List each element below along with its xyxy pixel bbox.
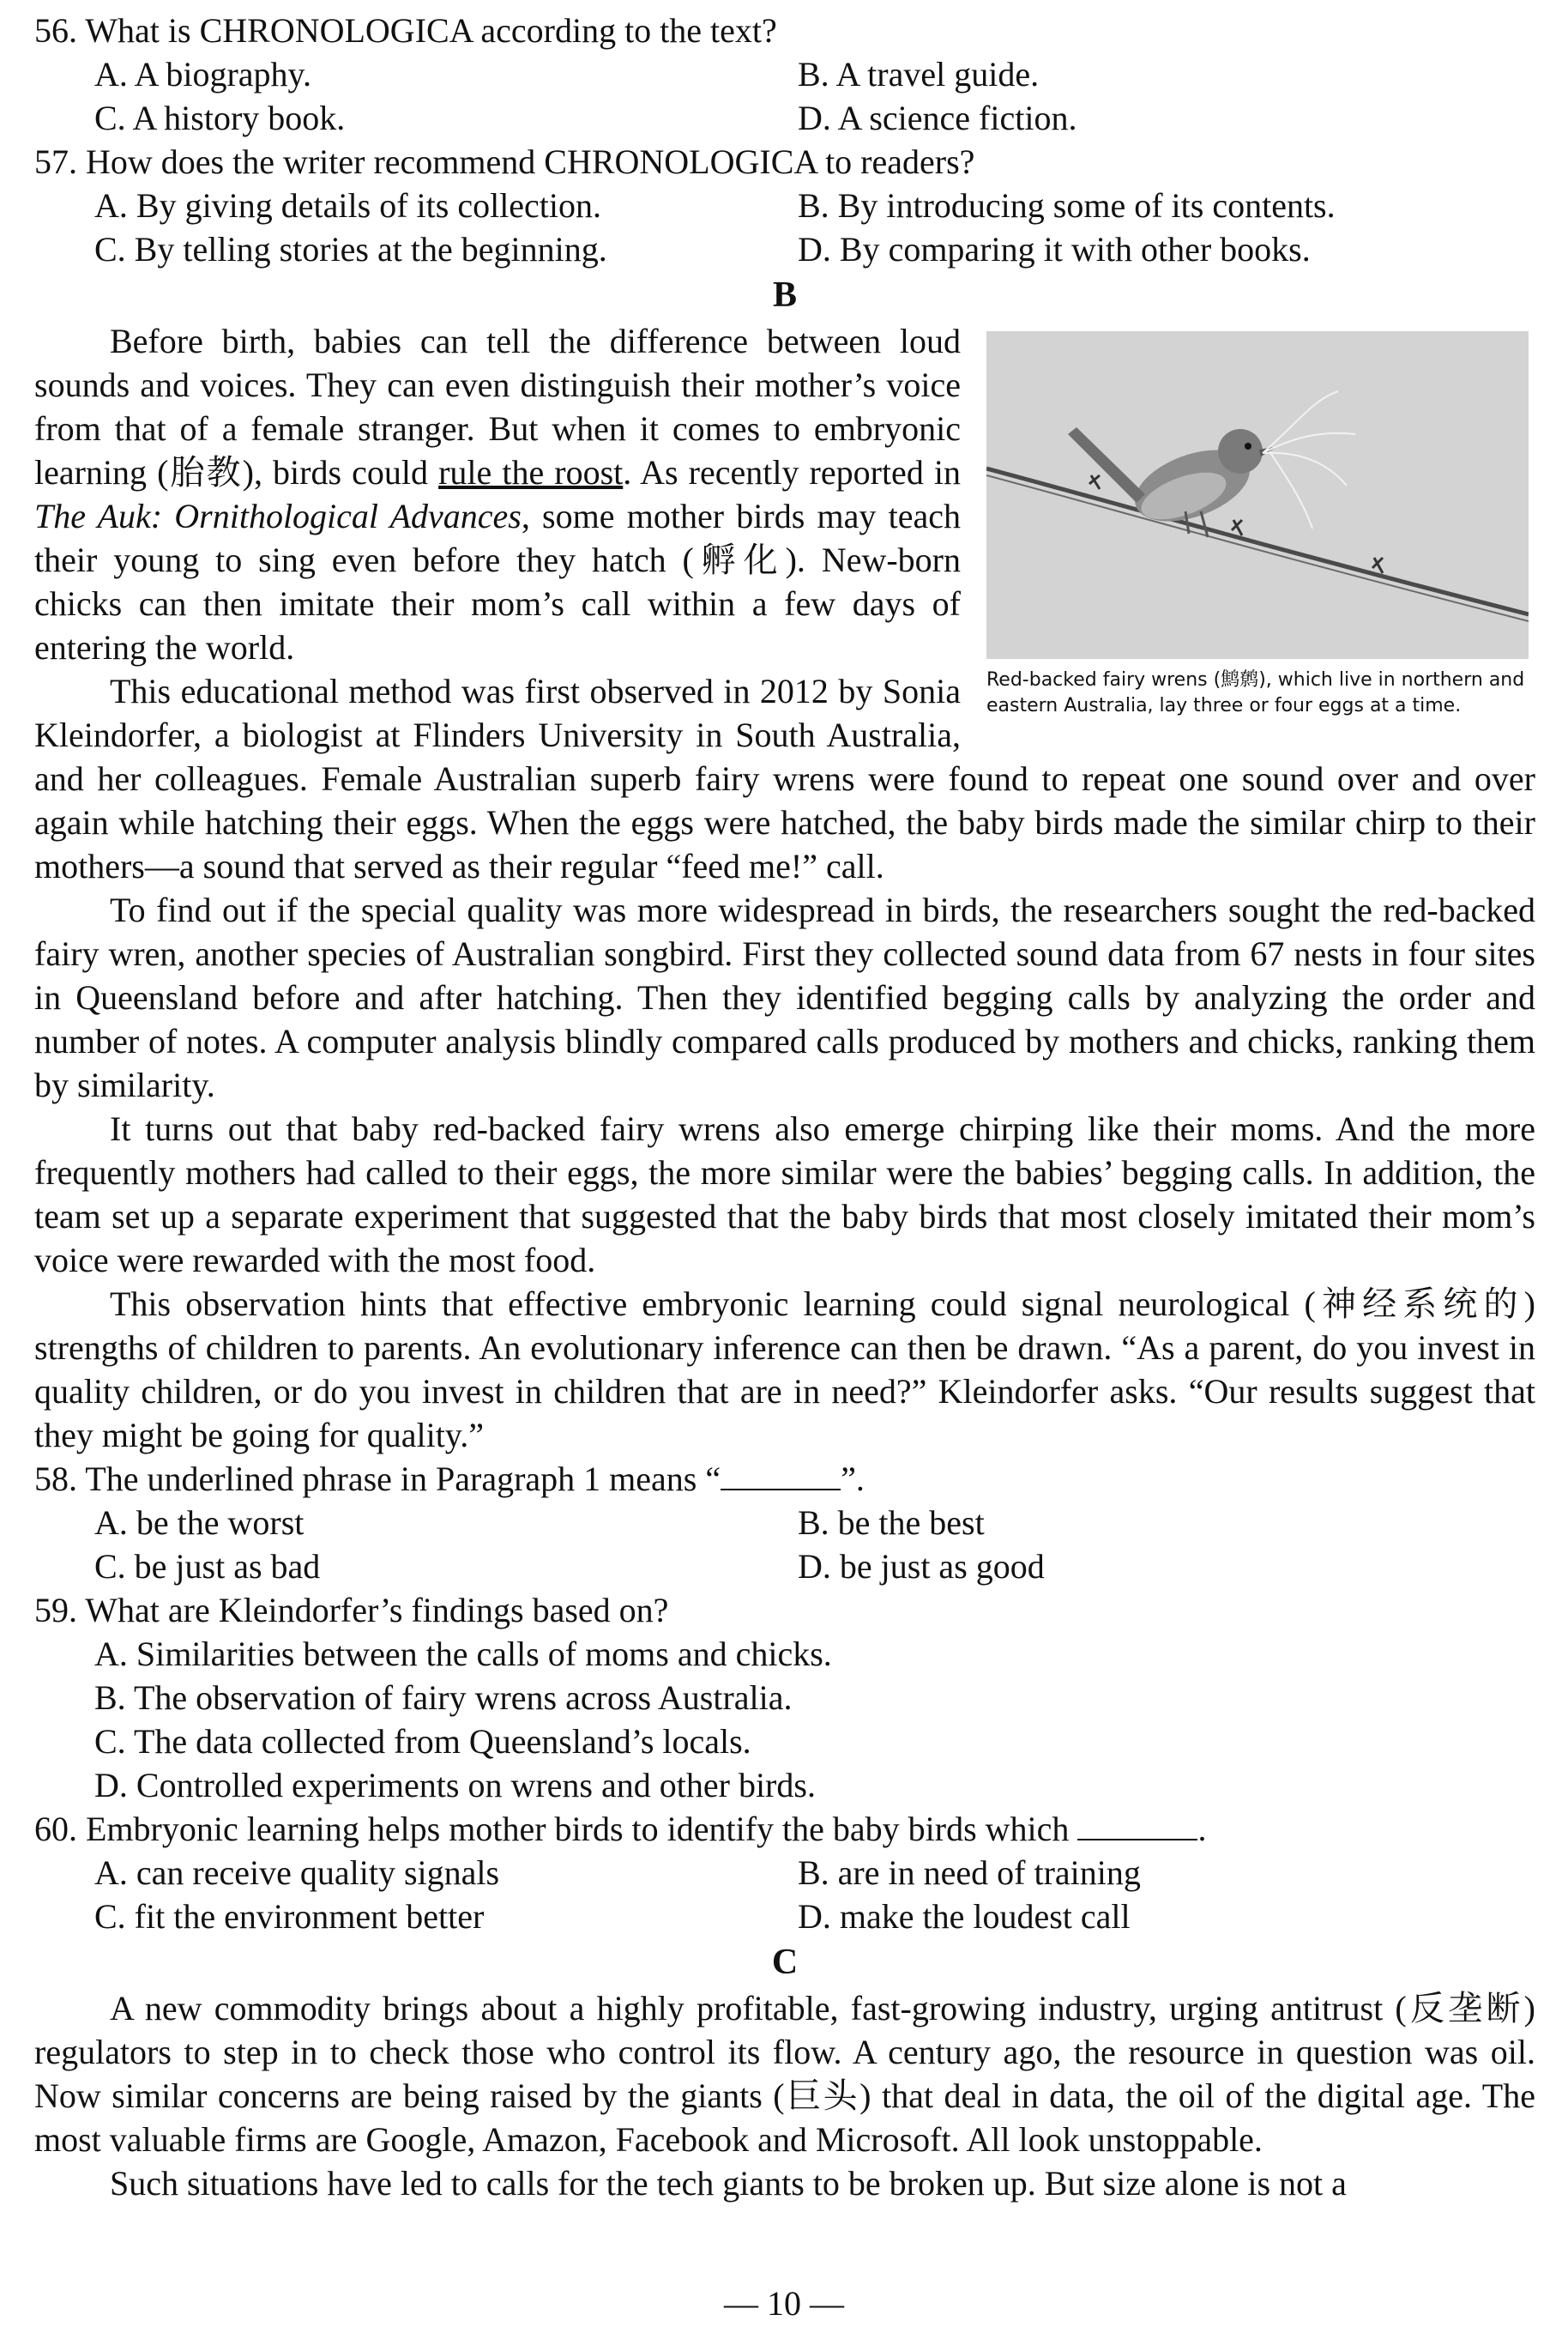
- paragraph-3: To find out if the special quality was more widespread in birds, the researchers sought the red-backed fairy wren, another species of Australian songbird. First they collected sound data from 67 nests in four sites in Queensland before and after hatching. Then they identified begging calls by analyzing the order and number of notes. A computer analysis blindly compared calls produced by mothers and chicks, ranking them by similarity.: [34, 891, 1535, 1104]
- option-a: A. By giving details of its collection.: [94, 186, 602, 225]
- option-d: D. be just as good: [798, 1547, 1045, 1586]
- section-c-heading: C: [771, 1943, 799, 1982]
- option-c: C. The data collected from Queensland’s locals.: [94, 1722, 751, 1761]
- option-d: D. A science fiction.: [798, 99, 1077, 137]
- paragraph-1: Before birth, babies can tell the difference between loud sounds and voices. They can even distinguish their mother’s voice from that of a female stranger. But when it comes to embryonic learning (胎教), birds could rule the roost. As recently reported in The Auk: Ornithological Advances, some mother birds may teach their young to sing even before they hatch (孵化). New-born chicks can then imitate their mom’s call within a few days of entering the world.: [34, 322, 961, 667]
- paragraph-c2: Such situations have led to calls for the tech giants to be broken up. But size alone is not a: [110, 2164, 1347, 2203]
- option-c: C. fit the environment better: [94, 1897, 485, 1936]
- question-stem: 57. How does the writer recommend CHRONOLOGICA to readers?: [34, 142, 975, 181]
- paragraph-c1: A new commodity brings about a highly profitable, fast-growing industry, urging antitrust (反垄断) regulators to step in to check those who control its flow. A century ago, the resource in question was oil. Now similar concerns are being raised by the giants (巨头) that deal in data, the oil of the digital age. The most valuable firms are Google, Amazon, Facebook and Microsoft. All look unstoppable.: [34, 1989, 1535, 2159]
- question-60: [34, 1807, 1535, 1938]
- paragraph-4: It turns out that baby red-backed fairy wrens also emerge chirping like their moms. And the more frequently mothers had called to their eggs, the more similar were the babies’ begging calls. In addition, the team set up a separate experiment that suggested that the baby birds that most closely imitated their mom’s voice were rewarded with the most food.: [34, 1109, 1535, 1279]
- option-a: A. be the worst: [94, 1503, 305, 1542]
- option-a: A. can receive quality signals: [94, 1853, 500, 1892]
- question-57: [34, 140, 1535, 271]
- question-stem: 56. What is CHRONOLOGICA according to the text?: [34, 11, 777, 50]
- answer-blank: [721, 1460, 841, 1490]
- question-59: [34, 1588, 1535, 1807]
- option-b: B. By introducing some of its contents.: [798, 186, 1336, 225]
- question-stem: 59. What are Kleindorfer’s findings based on?: [34, 1591, 669, 1629]
- option-b: B. be the best: [798, 1503, 985, 1542]
- underlined-phrase: rule the roost: [438, 453, 624, 492]
- answer-blank: [1077, 1810, 1197, 1840]
- option-d: D. Controlled experiments on wrens and other birds.: [94, 1766, 816, 1804]
- option-a: A. A biography.: [94, 55, 311, 94]
- question-stem: 60. Embryonic learning helps mother birds to identify the baby birds which .: [34, 1810, 1207, 1848]
- option-c: C. A history book.: [94, 99, 346, 137]
- photo-caption: Red-backed fairy wrens (鹪鹩), which live in northern and eastern Australia, lay three or four eggs at a time.: [986, 669, 1525, 716]
- option-d: D. make the loudest call: [798, 1897, 1131, 1936]
- exam-page: [34, 9, 1535, 2205]
- paragraph-2: This educational method was first observed in 2012 by Sonia Kleindorfer, a biologist at Flinders University in South Australia, and her colleagues. Female Australian superb fairy wrens were found to repeat one sound over and over again while hatching their eggs. When the eggs were hatched, the baby birds made the similar chirp to their mothers—a sound that served as their regular “feed me!” call.: [34, 672, 1535, 885]
- paragraph-5: This observation hints that effective embryonic learning could signal neurological (神经系统的) strengths of children to parents. An evolutionary inference can then be drawn. “As a parent, do you invest in quality children, or do you invest in children that are in need?” Kleindorfer asks. “Our results suggest that they might be going for quality.”: [34, 1284, 1535, 1454]
- question-58: [34, 1457, 1535, 1588]
- option-b: B. The observation of fairy wrens across Australia.: [94, 1678, 793, 1717]
- option-c: C. By telling stories at the beginning.: [94, 230, 607, 269]
- question-stem: 58. The underlined phrase in Paragraph 1 means “ ”.: [34, 1460, 865, 1498]
- bird-figure: [986, 331, 1535, 719]
- page-number: — 10 —: [724, 2284, 844, 2323]
- section-b-passage: [34, 319, 1535, 1457]
- option-c: C. be just as bad: [94, 1547, 321, 1586]
- bird-photo: [986, 331, 1529, 659]
- section-b-heading: B: [772, 275, 797, 315]
- option-b: B. are in need of training: [798, 1853, 1141, 1892]
- option-d: D. By comparing it with other books.: [798, 230, 1311, 269]
- option-a: A. Similarities between the calls of moms and chicks.: [94, 1635, 832, 1673]
- question-56: [34, 9, 1535, 140]
- journal-title: The Auk: Ornithological Advances: [34, 497, 522, 535]
- option-b: B. A travel guide.: [798, 55, 1040, 94]
